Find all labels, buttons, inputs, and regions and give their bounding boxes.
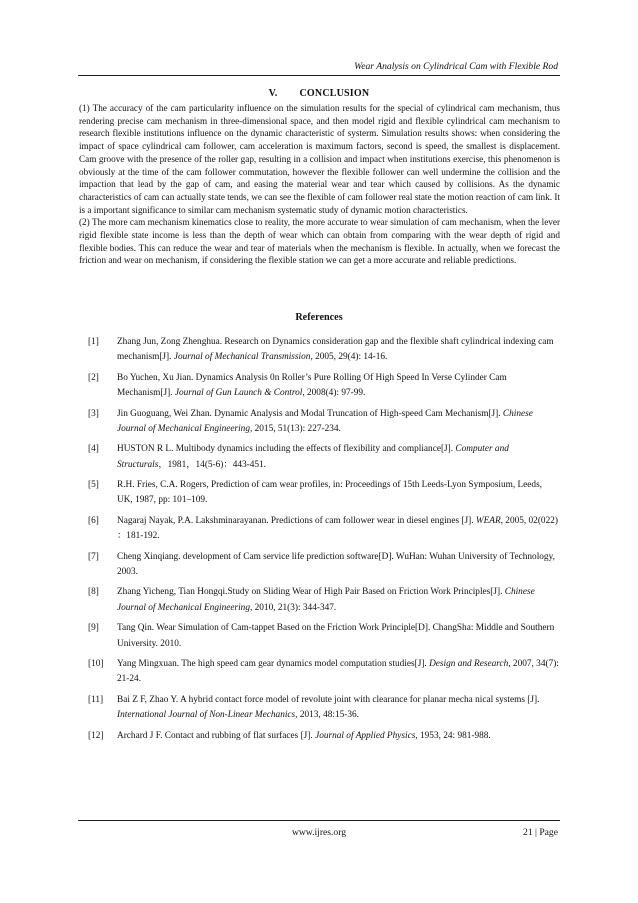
reference-text: HUSTON R L. Multibody dynamics including the effects of flexibility and compliance[J]. bbox=[117, 444, 454, 455]
reference-journal: Journal of Mechanical Transmission bbox=[173, 352, 311, 363]
reference-journal: Chinese Journal of Mechanical Engineering bbox=[117, 587, 535, 613]
reference-number: [11] bbox=[88, 694, 104, 705]
reference-text: Bai Z F, Zhao Y. A hybrid contact force model of revolute joint with clearance for planar mecha nical systems [J]. bbox=[117, 694, 540, 705]
running-header: Wear Analysis on Cylindrical Cam with Flexible Rod bbox=[354, 61, 558, 72]
reference-text: Jin Guoguang, Wei Zhan. Dynamic Analysis and Modal Truncation of High-speed Cam Mechanism[J]. bbox=[117, 408, 501, 419]
reference-journal: Journal of Gun Launch & Control bbox=[174, 388, 303, 399]
reference-journal: Journal of Applied Physics bbox=[315, 730, 416, 741]
reference-item bbox=[88, 657, 560, 688]
reference-number: [10] bbox=[88, 659, 104, 670]
reference-item bbox=[88, 514, 560, 545]
reference-number: [6] bbox=[88, 515, 99, 526]
conclusion-body bbox=[79, 102, 560, 267]
reference-journal: Computer and Structurals bbox=[117, 444, 509, 470]
reference-number: [7] bbox=[88, 551, 99, 562]
reference-number: [4] bbox=[88, 444, 99, 455]
reference-item bbox=[88, 442, 560, 473]
reference-number: [3] bbox=[88, 408, 99, 419]
reference-item bbox=[88, 729, 560, 744]
reference-text: Tang Qin. Wear Simulation of Cam-tappet Based on the Friction Work Principle[D]. ChangSha: Middle and Southern University. 2010. bbox=[117, 623, 555, 649]
reference-item bbox=[88, 478, 560, 509]
reference-journal: Design and Research bbox=[429, 659, 509, 670]
reference-details: , 2005, 29(4): 14-16. bbox=[310, 352, 388, 363]
conclusion-paragraph-1: (1) The accuracy of the cam particularity influence on the simulation results for the special of cylindrical cam mechanism, thus rendering precise cam mechanism in three-dimensional space, and then model rigid and flexible cylindrical cam mechanism to research flexible institutions influence on the dynamic characteristic of systerm. Simulation results shows: when considering the impact of space cylindrical cam follower, cam acceleration is maximum factors, second is speed, the smallest is displacement. Cam groove with the presence of the roller gap, resulting in a collision and impact when institutions exercise, this phenomenon is obviously at the time of the cam follower commutation, however the flexible follower can well undermine the collision and the impaction that lead by the gap of cam, and easing the material wear and tear which caused by collisions. As the dynamic characteristics of cam can actually state tends, we can see the flexible of cam follower real state the motion reaction of cam link. It is a important significance to similar cam mechanism systematic study of dynamic motion characteristics. bbox=[79, 103, 560, 215]
reference-number: [9] bbox=[88, 623, 99, 634]
reference-details: , 1953, 24: 981-988. bbox=[415, 730, 491, 741]
reference-text: R.H. Fries, C.A. Rogers, Prediction of cam wear profiles, in: Proceedings of 15th Leeds-Lyon Symposium, Leeds, UK, 1987, pp: 101–109. bbox=[117, 480, 543, 506]
reference-text: Zhang Yicheng, Tian Hongqi.Study on Sliding Wear of High Pair Based on Friction Work Principles[J]. bbox=[117, 587, 503, 598]
reference-list bbox=[88, 335, 560, 749]
reference-number: [12] bbox=[88, 730, 104, 741]
reference-text: Nagaraj Nayak, P.A. Lakshminarayanan. Predictions of cam follower wear in diesel engines [J]. bbox=[117, 515, 474, 526]
reference-details: , 2008(4): 97-99. bbox=[302, 388, 366, 399]
section-heading bbox=[0, 88, 638, 99]
reference-text: Bo Yuchen, Xu Jian. Dynamics Analysis 0n Roller’s Pure Rolling Of High Speed In Verse Cylinder Cam Mechanism[J]. bbox=[117, 372, 507, 399]
reference-details: , 2007, 34(7): 21-24. bbox=[117, 659, 559, 685]
reference-text: Archard J F. Contact and rubbing of flat surfaces [J]. bbox=[117, 730, 313, 741]
conclusion-paragraph-2: (2) The more cam mechanism kinematics close to reality, the more accurate to wear simulation of cam mechanism, when the lever rigid flexible state income is less than the depth of wear which can obtain from comparing with the wear depth of rigid and flexible bodies. This can reduce the wear and tear of materials when the mechanism is flexible. In actually, when we forecast the friction and wear on mechanism, if considering the flexible station we can get a more accurate and reliable predictions. bbox=[79, 217, 560, 266]
reference-text: Zhang Jun, Zong Zhenghua. Research on Dynamics consideration gap and the flexible shaft cylindrical indexing cam mechanism[J]. bbox=[117, 337, 554, 363]
reference-details: , 2013, 48:15-36. bbox=[295, 710, 359, 721]
reference-item bbox=[88, 693, 560, 724]
reference-number: [2] bbox=[88, 372, 99, 383]
section-number: V. bbox=[268, 88, 278, 99]
reference-number: [5] bbox=[88, 480, 99, 491]
reference-details: , 2010, 21(3): 344-347. bbox=[249, 602, 337, 613]
reference-number: [8] bbox=[88, 587, 99, 598]
reference-text: Yang Mingxuan. The high speed cam gear dynamics model computation studies[J]. bbox=[117, 659, 427, 670]
reference-details: ，1981，14(5-6)：443-451. bbox=[158, 459, 267, 470]
footer-url: www.ijres.org bbox=[291, 827, 347, 838]
reference-journal: International Journal of Non-Linear Mechanics bbox=[117, 710, 296, 721]
reference-item bbox=[88, 621, 560, 652]
reference-details: , 2005, 02(022) ：181-192. bbox=[117, 515, 558, 542]
reference-journal: WEAR bbox=[475, 515, 501, 526]
header-divider bbox=[78, 75, 560, 76]
reference-item bbox=[88, 585, 560, 616]
page-number: 21 | Page bbox=[523, 827, 558, 838]
reference-item bbox=[88, 335, 560, 366]
reference-item bbox=[88, 550, 560, 581]
reference-number: [1] bbox=[88, 337, 99, 347]
section-title: CONCLUSION bbox=[299, 88, 370, 99]
reference-item bbox=[88, 371, 560, 402]
reference-journal: Chinese Journal of Mechanical Engineering bbox=[117, 408, 533, 434]
reference-details: , 2015, 51(13): 227-234. bbox=[249, 423, 341, 434]
footer-divider bbox=[78, 820, 560, 821]
references-heading: References bbox=[295, 312, 343, 323]
reference-text: Cheng Xinqiang. development of Cam service life prediction software[D]. WuHan: Wuhan University of Technology, 2003. bbox=[117, 551, 555, 577]
reference-item bbox=[88, 407, 560, 438]
